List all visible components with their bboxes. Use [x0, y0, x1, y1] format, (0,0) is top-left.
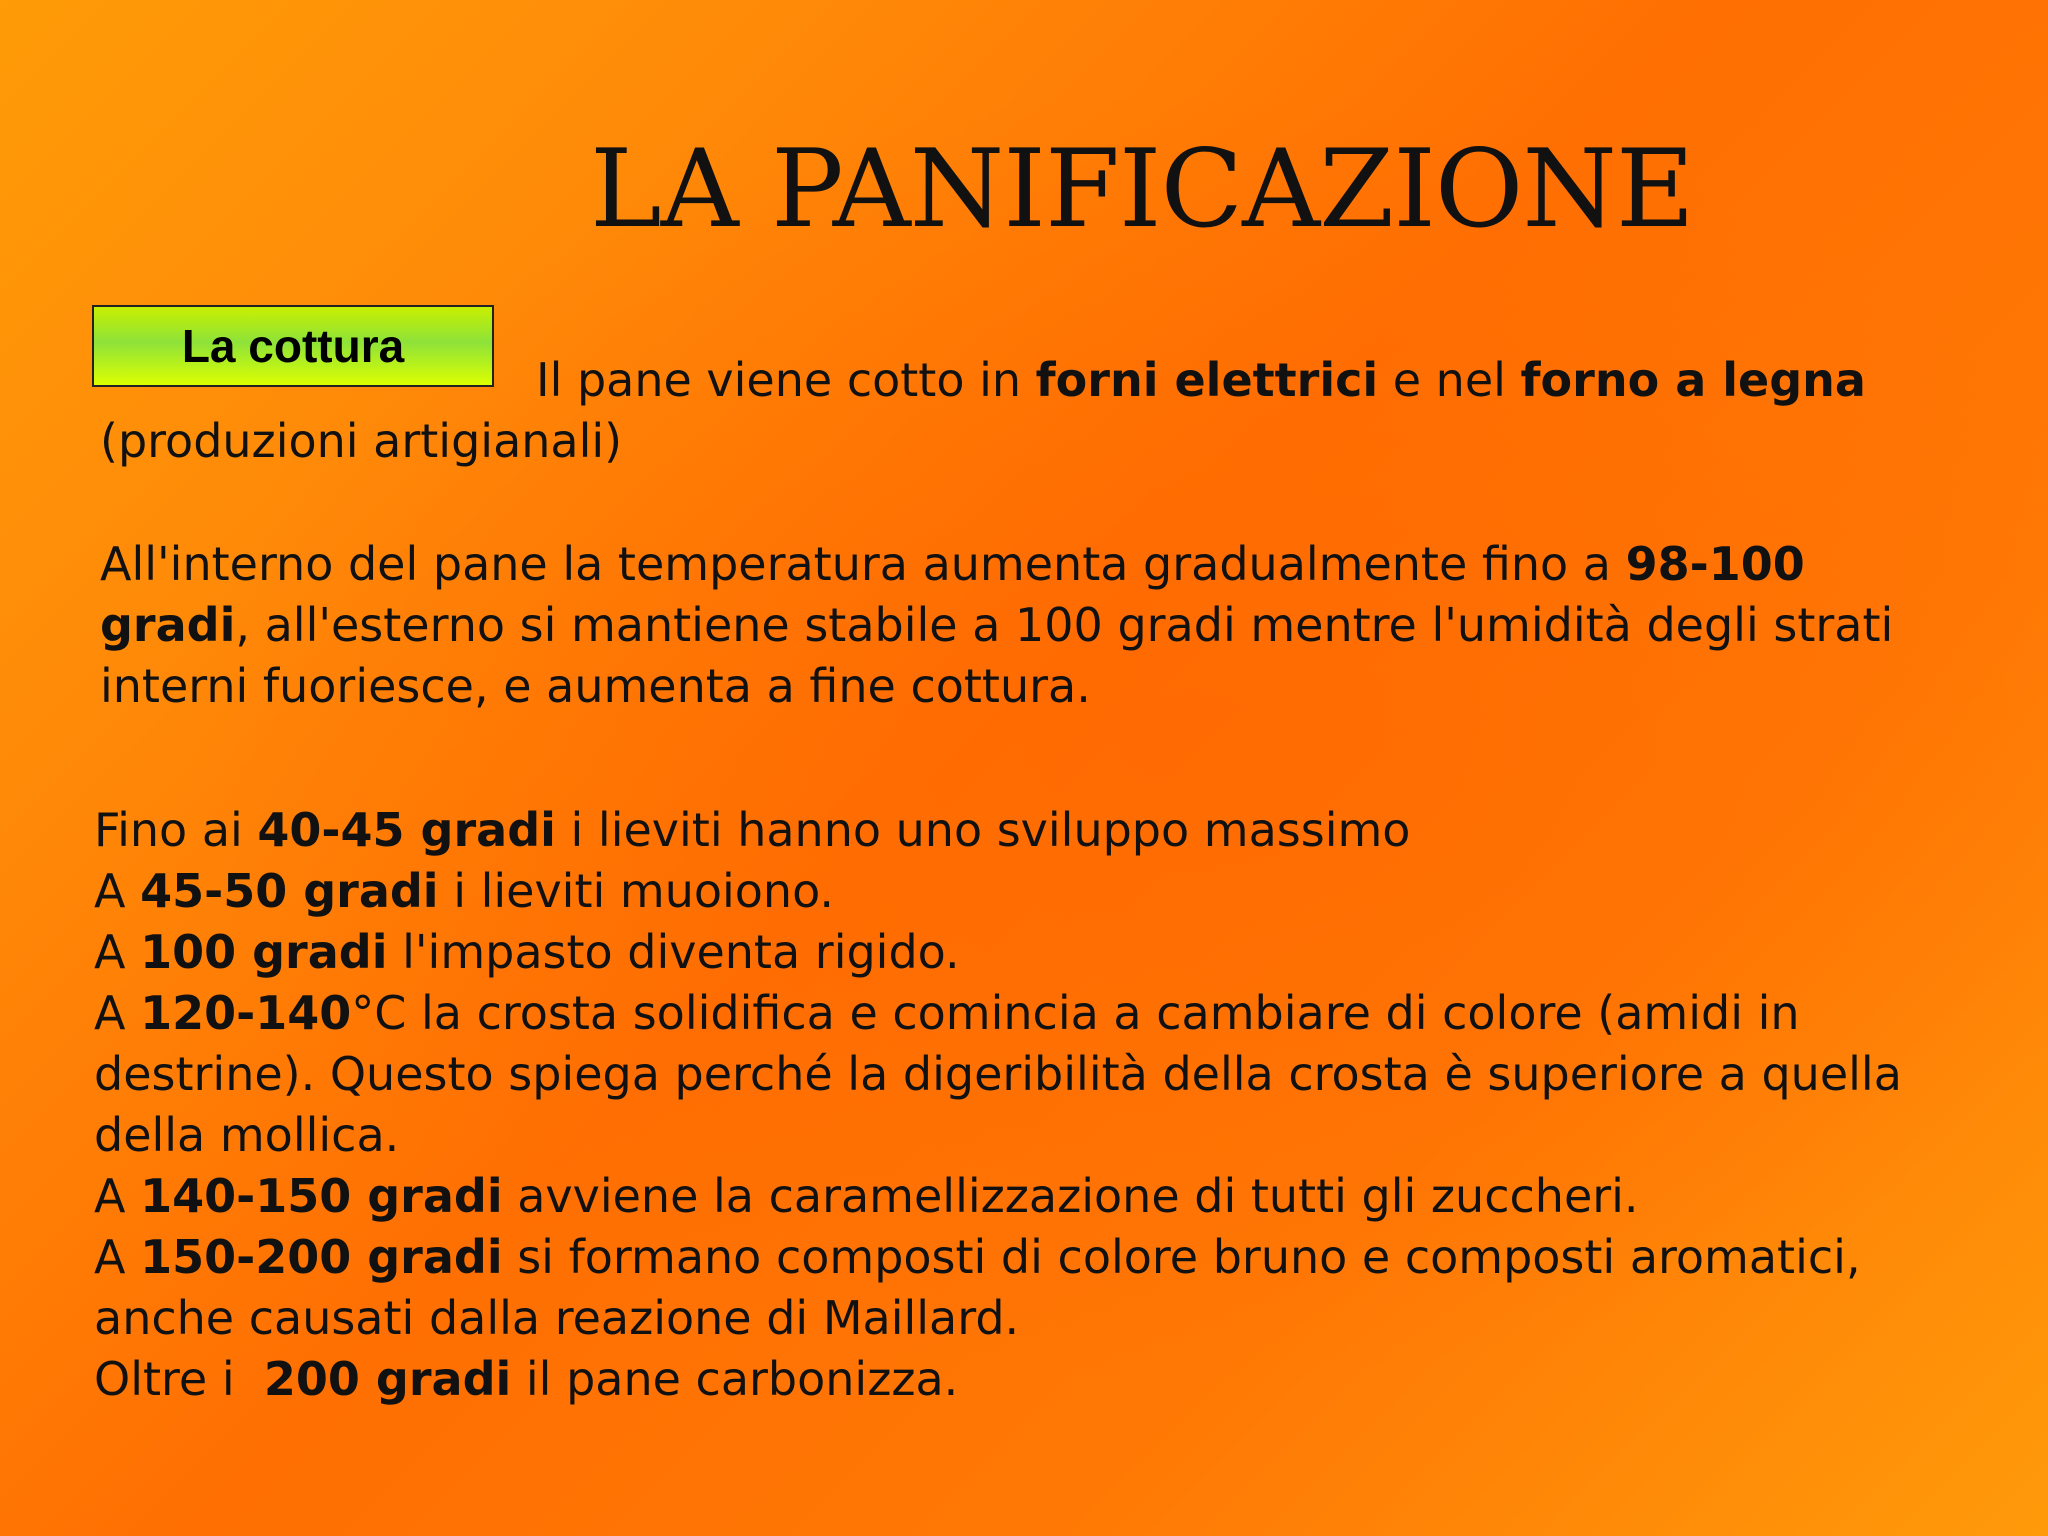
list-item	[94, 922, 1994, 983]
intro-bold-1: forni elettrici	[1035, 353, 1379, 407]
list-item-prefix: A	[94, 1169, 141, 1223]
list-item	[94, 1227, 1994, 1349]
list-item-prefix: A	[94, 864, 141, 918]
slide-title: LA PANIFICAZIONE	[590, 127, 1694, 252]
list-item-bold: 100 gradi	[140, 925, 388, 979]
list-item-text: °C la crosta solidifica e comincia a cambiare di colore (amidi in destrine). Questo spiega perché la digeribilità della crosta è superiore a quella della mollica.	[94, 986, 1902, 1162]
list-item-prefix: A	[94, 986, 141, 1040]
para2-text-2: , all'esterno si mantiene stabile a 100 gradi mentre l'umidità degli strati interni fuoriesce, e aumenta a fine cottura.	[100, 598, 1894, 713]
temperature-list	[94, 800, 1994, 1410]
list-item-text: il pane carbonizza.	[511, 1352, 959, 1406]
intro-bold-2: forno a legna	[1520, 353, 1866, 407]
list-item-bold: 40-45 gradi	[257, 803, 556, 857]
list-item-prefix: A	[94, 1230, 141, 1284]
list-item-bold: 200 gradi	[263, 1352, 512, 1406]
intro-paragraph	[100, 350, 1900, 472]
list-item-text: i lieviti hanno uno sviluppo massimo	[555, 803, 1411, 857]
list-item-bold: 120-140	[140, 986, 352, 1040]
list-item	[94, 800, 1994, 861]
list-item-bold: 150-200 gradi	[140, 1230, 503, 1284]
para2-text-1: All'interno del pane la temperatura aumenta gradualmente fino a	[100, 537, 1626, 591]
temperature-paragraph	[100, 534, 1920, 717]
list-item-bold: 140-150 gradi	[140, 1169, 503, 1223]
list-item	[94, 861, 1994, 922]
list-item-text: avviene la caramellizzazione di tutti gli zuccheri.	[502, 1169, 1639, 1223]
list-item-prefix: A	[94, 925, 141, 979]
list-item	[94, 1166, 1994, 1227]
list-item-text: i lieviti muoiono.	[438, 864, 835, 918]
list-item	[94, 983, 1994, 1166]
list-item-text: l'impasto diventa rigido.	[387, 925, 960, 979]
section-badge: La cottura	[92, 305, 494, 387]
list-item-text: si formano composti di colore bruno e composti aromatici, anche causati dalla reazione di Maillard.	[94, 1230, 1861, 1345]
list-item-prefix: Fino ai	[94, 803, 258, 857]
intro-text-2: e nel	[1378, 353, 1521, 407]
list-item-bold: 45-50 gradi	[140, 864, 439, 918]
intro-text-1: Il pane viene cotto in	[536, 353, 1036, 407]
para2-bold-1: 98-100 gradi	[100, 537, 1805, 652]
list-item-prefix: Oltre i	[94, 1352, 264, 1406]
intro-text-3: (produzioni artigianali)	[100, 414, 623, 468]
list-item	[94, 1349, 1994, 1410]
